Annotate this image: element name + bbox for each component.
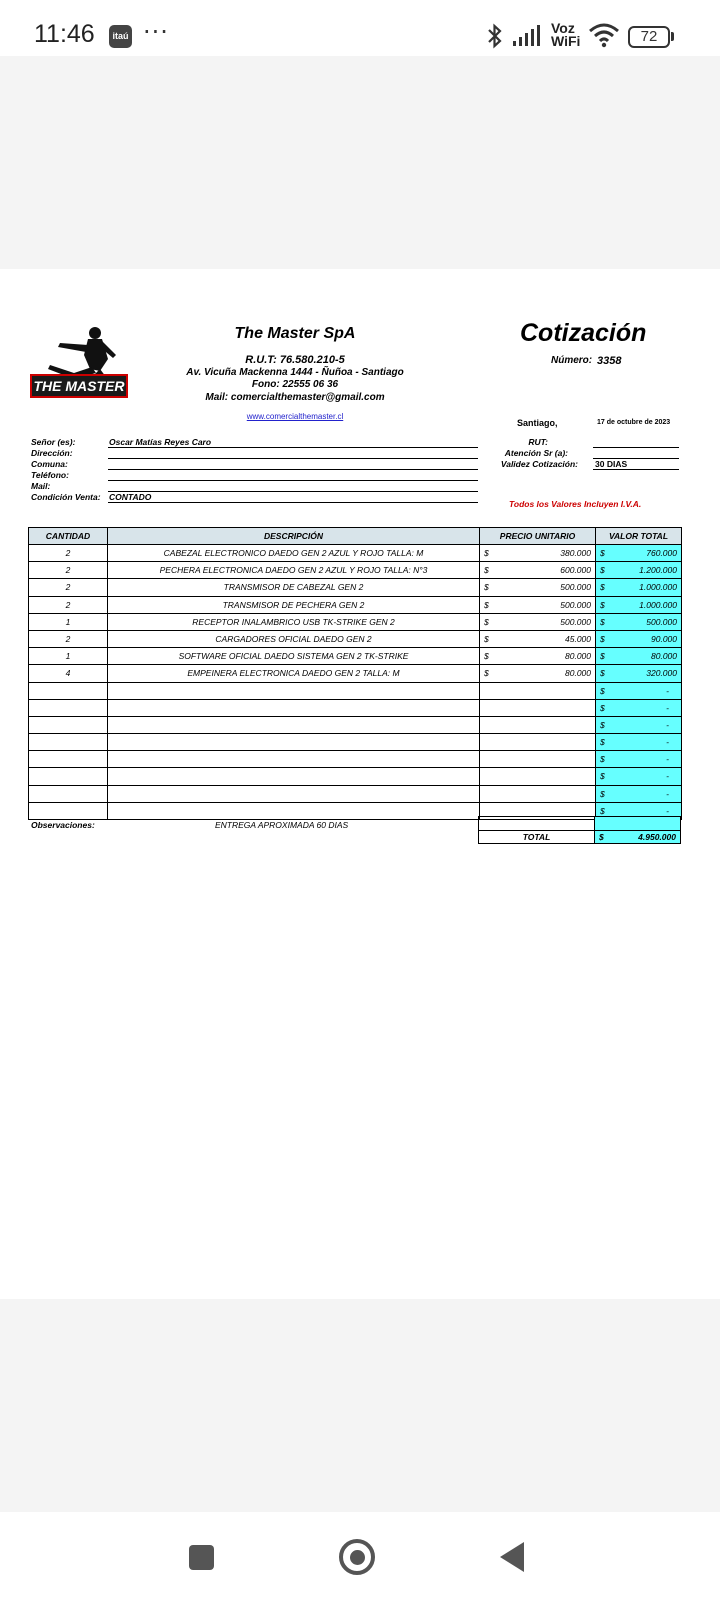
- company-address: Av. Vicuña Mackenna 1444 - Ñuñoa - Santiago: [186, 366, 404, 378]
- signal-icon: [512, 24, 544, 48]
- currency-symbol: $: [600, 651, 605, 662]
- unit-price-cell: [480, 699, 596, 716]
- unit-price: 500.000: [560, 616, 591, 627]
- qty-cell: 1: [29, 648, 108, 665]
- currency-symbol: $: [600, 771, 605, 782]
- description-cell: [108, 716, 480, 733]
- description-cell: [108, 785, 480, 802]
- table-row: [29, 768, 682, 785]
- description-cell: [108, 802, 480, 819]
- currency-symbol: $: [484, 651, 489, 662]
- qty-cell: [29, 734, 108, 751]
- unit-price: 80.000: [565, 668, 591, 679]
- description-cell: EMPEINERA ELECTRONICA DAEDO GEN 2 TALLA: M: [108, 665, 480, 682]
- line-total: 90.000: [651, 633, 677, 644]
- unit-price-cell: [480, 665, 596, 682]
- line-total: -: [666, 805, 669, 816]
- company-mail: Mail: comercialthemaster@gmail.com: [205, 391, 385, 403]
- header-cantidad: CANTIDAD: [29, 528, 108, 545]
- unit-price-cell: [480, 579, 596, 596]
- currency-symbol: $: [600, 582, 605, 593]
- quotation-document[interactable]: [0, 269, 720, 1299]
- observaciones-label: Observaciones:: [31, 820, 95, 830]
- qty-cell: [29, 785, 108, 802]
- line-total: 1.000.000: [639, 582, 677, 593]
- header-descripcion: DESCRIPCIÓN: [108, 528, 480, 545]
- number-label: Número:: [551, 355, 593, 366]
- total-spacer-cell-highlight: [594, 816, 681, 830]
- description-cell: TRANSMISOR DE CABEZAL GEN 2: [108, 579, 480, 596]
- currency-symbol: $: [600, 702, 605, 713]
- more-notifications-icon: ···: [143, 18, 169, 46]
- unit-price-cell: [480, 562, 596, 579]
- currency-symbol: $: [600, 805, 605, 816]
- table-row: [29, 716, 682, 733]
- home-dot-icon: [350, 1550, 365, 1565]
- unit-price-cell: [480, 785, 596, 802]
- description-cell: SOFTWARE OFICIAL DAEDO SISTEMA GEN 2 TK-STRIKE: [108, 648, 480, 665]
- description-cell: RECEPTOR INALAMBRICO USB TK-STRIKE GEN 2: [108, 613, 480, 630]
- currency-symbol: $: [600, 633, 605, 644]
- unit-price: 600.000: [560, 565, 591, 576]
- total-spacer-cell: [478, 816, 595, 830]
- line-total: 760.000: [646, 548, 677, 558]
- unit-price-cell: [480, 751, 596, 768]
- quotation-date: 17 de octubre de 2023: [597, 419, 671, 426]
- line-total: 500.000: [646, 616, 677, 627]
- line-total-cell: [596, 596, 682, 613]
- company-phone: Fono: 22555 06 36: [251, 379, 339, 390]
- comuna-line: [108, 469, 478, 470]
- wifi-icon: [588, 22, 620, 48]
- table-row: [29, 579, 682, 596]
- mail-label: Mail:: [31, 481, 51, 491]
- unit-price-cell: [480, 613, 596, 630]
- senor-value: Oscar Matías Reyes Caro: [109, 437, 212, 447]
- description-cell: TRANSMISOR DE PECHERA GEN 2: [108, 596, 480, 613]
- direccion-label: Dirección:: [31, 448, 73, 458]
- currency-symbol: $: [484, 633, 489, 644]
- qty-cell: [29, 716, 108, 733]
- atencion-label: Atención Sr (a):: [504, 448, 568, 458]
- unit-price-cell: [480, 630, 596, 647]
- brand-logo-badge: THE MASTER: [30, 374, 128, 398]
- description-cell: CABEZAL ELECTRONICO DAEDO GEN 2 AZUL Y ROJO TALLA: M: [108, 545, 480, 562]
- line-total-cell: [596, 768, 682, 785]
- senor-line: [108, 447, 478, 448]
- unit-price: 380.000: [560, 548, 591, 558]
- table-row: [29, 699, 682, 716]
- currency-symbol: $: [600, 737, 605, 748]
- rut-line: [593, 447, 679, 448]
- currency-symbol: $: [484, 616, 489, 627]
- condicion-label: Condición Venta:: [31, 492, 101, 502]
- company-name: The Master SpA: [234, 325, 356, 342]
- validez-line: [593, 469, 679, 470]
- total-amount: 4.950.000: [638, 832, 676, 842]
- battery-icon: 72: [628, 26, 670, 48]
- qty-cell: 2: [29, 630, 108, 647]
- currency-symbol: $: [484, 599, 489, 610]
- currency-symbol: $: [600, 548, 605, 558]
- qty-cell: [29, 751, 108, 768]
- table-row: [29, 734, 682, 751]
- currency-symbol: $: [600, 754, 605, 765]
- total-block: [478, 816, 681, 846]
- table-row: [29, 613, 682, 630]
- currency-symbol: $: [484, 668, 489, 679]
- total-currency: $: [599, 832, 604, 842]
- validez-value: 30 DIAS: [595, 459, 628, 469]
- description-cell: [108, 751, 480, 768]
- line-total-cell: [596, 785, 682, 802]
- line-total: -: [666, 685, 669, 696]
- line-total: -: [666, 754, 669, 765]
- currency-symbol: $: [600, 668, 605, 679]
- description-cell: [108, 768, 480, 785]
- line-total-cell: [596, 613, 682, 630]
- telefono-line: [108, 480, 478, 481]
- line-total: -: [666, 702, 669, 713]
- description-cell: [108, 734, 480, 751]
- line-total-cell: [596, 751, 682, 768]
- table-header-row: [29, 528, 682, 545]
- mail-line: [108, 491, 478, 492]
- table-row: [29, 751, 682, 768]
- unit-price-cell: [480, 716, 596, 733]
- header-valor-total: VALOR TOTAL: [596, 528, 682, 545]
- bluetooth-icon: [485, 22, 505, 50]
- qty-cell: [29, 802, 108, 819]
- vowifi-indicator: Voz WiFi: [551, 20, 581, 49]
- table-row: [29, 785, 682, 802]
- line-total: 1.000.000: [639, 599, 677, 610]
- line-total: -: [666, 788, 669, 799]
- line-total: 1.200.000: [639, 565, 677, 576]
- line-total-cell: [596, 579, 682, 596]
- quotation-number: 3358: [597, 355, 622, 367]
- comuna-label: Comuna:: [31, 459, 68, 469]
- table-row: [29, 630, 682, 647]
- description-cell: PECHERA ELECTRONICA DAEDO GEN 2 AZUL Y ROJO TALLA: N°3: [108, 562, 480, 579]
- qty-cell: 4: [29, 665, 108, 682]
- company-info: [175, 325, 415, 421]
- line-total-cell: [596, 665, 682, 682]
- itau-app-icon: itaú: [109, 25, 132, 48]
- recent-apps-button[interactable]: [189, 1545, 214, 1570]
- document-title: Cotización: [520, 319, 647, 347]
- company-rut: R.U.T: 76.580.210-5: [245, 354, 345, 366]
- table-row: [29, 648, 682, 665]
- qty-cell: [29, 682, 108, 699]
- line-total: -: [666, 737, 669, 748]
- currency-symbol: $: [600, 719, 605, 730]
- line-total: -: [666, 771, 669, 782]
- company-website-link[interactable]: www.comercialthemaster.cl: [246, 412, 344, 421]
- line-total: -: [666, 719, 669, 730]
- line-total: 80.000: [651, 651, 677, 662]
- currency-symbol: $: [600, 565, 605, 576]
- battery-tip: [671, 32, 674, 41]
- qty-cell: 1: [29, 613, 108, 630]
- line-total-cell: [596, 682, 682, 699]
- validez-label: Validez Cotización:: [500, 459, 578, 469]
- description-cell: [108, 682, 480, 699]
- items-table: [28, 527, 682, 820]
- line-total-cell: [596, 699, 682, 716]
- unit-price: 80.000: [565, 651, 591, 662]
- unit-price-cell: [480, 734, 596, 751]
- qty-cell: 2: [29, 562, 108, 579]
- clock: 11:46: [34, 20, 95, 48]
- currency-symbol: $: [484, 582, 489, 593]
- unit-price: 45.000: [565, 633, 591, 644]
- direccion-line: [108, 458, 478, 459]
- navigation-bar: [0, 1512, 720, 1600]
- currency-symbol: $: [484, 565, 489, 576]
- senor-label: Señor (es):: [31, 437, 76, 447]
- table-row: [29, 665, 682, 682]
- line-total-cell: [596, 716, 682, 733]
- line-total-cell: [596, 734, 682, 751]
- unit-price-cell: [480, 545, 596, 562]
- table-row: [29, 545, 682, 562]
- unit-price: 500.000: [560, 582, 591, 593]
- back-button[interactable]: [500, 1542, 524, 1572]
- unit-price-cell: [480, 648, 596, 665]
- rut-label: RUT:: [528, 437, 548, 447]
- description-cell: CARGADORES OFICIAL DAEDO GEN 2: [108, 630, 480, 647]
- qty-cell: [29, 699, 108, 716]
- currency-symbol: $: [600, 616, 605, 627]
- qty-cell: 2: [29, 545, 108, 562]
- items-table-body: [29, 545, 682, 820]
- currency-symbol: $: [600, 685, 605, 696]
- total-value-cell: [594, 830, 681, 844]
- condicion-line: [108, 502, 478, 503]
- unit-price-cell: [480, 682, 596, 699]
- unit-price-cell: [480, 596, 596, 613]
- line-total-cell: [596, 648, 682, 665]
- currency-symbol: $: [600, 599, 605, 610]
- total-label: TOTAL: [478, 830, 595, 844]
- unit-price: 500.000: [560, 599, 591, 610]
- line-total-cell: [596, 545, 682, 562]
- table-row: [29, 596, 682, 613]
- qty-cell: [29, 768, 108, 785]
- table-row: [29, 682, 682, 699]
- line-total-cell: [596, 630, 682, 647]
- header-precio-unitario: PRECIO UNITARIO: [480, 528, 596, 545]
- status-bar: [0, 0, 720, 56]
- qty-cell: 2: [29, 579, 108, 596]
- home-button[interactable]: [339, 1539, 375, 1575]
- telefono-label: Teléfono:: [31, 470, 69, 480]
- qty-cell: 2: [29, 596, 108, 613]
- currency-symbol: $: [600, 788, 605, 799]
- table-row: [29, 562, 682, 579]
- line-total: 320.000: [646, 668, 677, 679]
- unit-price-cell: [480, 768, 596, 785]
- currency-symbol: $: [484, 548, 489, 558]
- iva-note: Todos los Valores Incluyen I.V.A.: [509, 499, 642, 509]
- line-total-cell: [596, 562, 682, 579]
- condicion-value: CONTADO: [109, 492, 152, 502]
- observaciones-value: ENTREGA APROXIMADA 60 DIAS: [215, 820, 349, 830]
- description-cell: [108, 699, 480, 716]
- city: Santiago,: [517, 418, 558, 428]
